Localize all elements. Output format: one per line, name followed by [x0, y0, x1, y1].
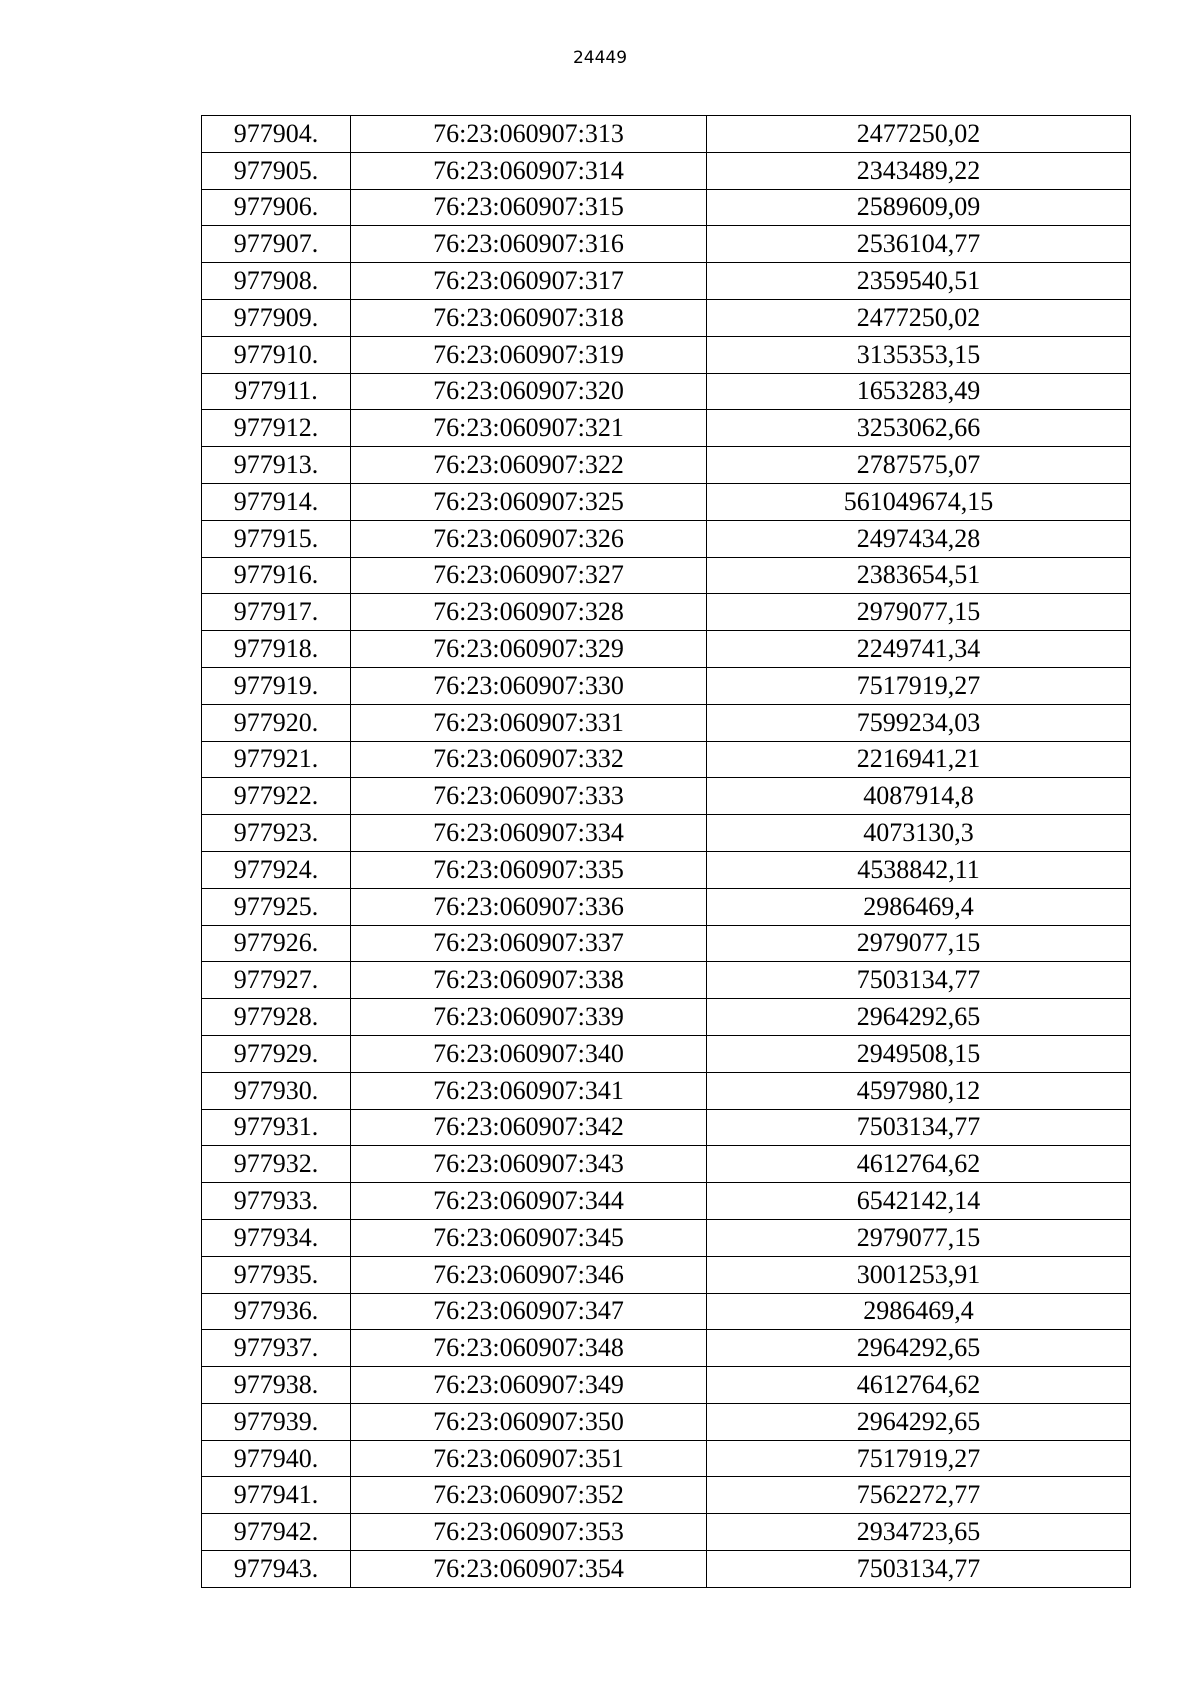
row-number-cell: 977925.: [202, 888, 351, 925]
row-number-cell: 977909.: [202, 299, 351, 336]
page-number: 24449: [572, 48, 628, 68]
table-row: [202, 189, 1131, 226]
cadastral-number-cell: 76:23:060907:346: [351, 1256, 707, 1293]
cadastral-number-cell: 76:23:060907:326: [351, 520, 707, 557]
value-cell: 1653283,49: [707, 373, 1131, 410]
table-row: [202, 116, 1131, 153]
cadastral-number-cell: 76:23:060907:349: [351, 1367, 707, 1404]
row-number-cell: 977906.: [202, 189, 351, 226]
cadastral-number-cell: 76:23:060907:331: [351, 704, 707, 741]
cadastral-number-cell: 76:23:060907:350: [351, 1403, 707, 1440]
row-number-cell: 977918.: [202, 631, 351, 668]
value-cell: 2979077,15: [707, 594, 1131, 631]
cadastral-number-cell: 76:23:060907:334: [351, 815, 707, 852]
row-number-cell: 977933.: [202, 1183, 351, 1220]
value-cell: 7503134,77: [707, 1109, 1131, 1146]
data-table: [201, 115, 1131, 1588]
cadastral-number-cell: 76:23:060907:342: [351, 1109, 707, 1146]
cadastral-number-cell: 76:23:060907:337: [351, 925, 707, 962]
row-number-cell: 977922.: [202, 778, 351, 815]
cadastral-number-cell: 76:23:060907:354: [351, 1551, 707, 1588]
cadastral-number-cell: 76:23:060907:332: [351, 741, 707, 778]
cadastral-number-cell: 76:23:060907:315: [351, 189, 707, 226]
cadastral-number-cell: 76:23:060907:338: [351, 962, 707, 999]
cadastral-number-cell: 76:23:060907:353: [351, 1514, 707, 1551]
value-cell: 2477250,02: [707, 299, 1131, 336]
value-cell: 2934723,65: [707, 1514, 1131, 1551]
table-row: [202, 410, 1131, 447]
value-cell: 6542142,14: [707, 1183, 1131, 1220]
cadastral-number-cell: 76:23:060907:345: [351, 1219, 707, 1256]
value-cell: 561049674,15: [707, 483, 1131, 520]
row-number-cell: 977917.: [202, 594, 351, 631]
value-cell: 7599234,03: [707, 704, 1131, 741]
cadastral-number-cell: 76:23:060907:351: [351, 1440, 707, 1477]
value-cell: 7503134,77: [707, 962, 1131, 999]
cadastral-number-cell: 76:23:060907:327: [351, 557, 707, 594]
value-cell: 2949508,15: [707, 1035, 1131, 1072]
table-row: [202, 373, 1131, 410]
table-row: [202, 1072, 1131, 1109]
cadastral-number-cell: 76:23:060907:321: [351, 410, 707, 447]
table-row: [202, 1367, 1131, 1404]
row-number-cell: 977941.: [202, 1477, 351, 1514]
cadastral-number-cell: 76:23:060907:348: [351, 1330, 707, 1367]
value-cell: 7562272,77: [707, 1477, 1131, 1514]
value-cell: 3001253,91: [707, 1256, 1131, 1293]
row-number-cell: 977919.: [202, 667, 351, 704]
row-number-cell: 977915.: [202, 520, 351, 557]
row-number-cell: 977924.: [202, 851, 351, 888]
cadastral-number-cell: 76:23:060907:343: [351, 1146, 707, 1183]
table-row: [202, 1514, 1131, 1551]
row-number-cell: 977908.: [202, 263, 351, 300]
value-cell: 4073130,3: [707, 815, 1131, 852]
cadastral-number-cell: 76:23:060907:333: [351, 778, 707, 815]
value-cell: 2964292,65: [707, 1330, 1131, 1367]
cadastral-number-cell: 76:23:060907:320: [351, 373, 707, 410]
cadastral-number-cell: 76:23:060907:317: [351, 263, 707, 300]
row-number-cell: 977937.: [202, 1330, 351, 1367]
table-row: [202, 1330, 1131, 1367]
value-cell: 2964292,65: [707, 999, 1131, 1036]
cadastral-number-cell: 76:23:060907:330: [351, 667, 707, 704]
cadastral-number-cell: 76:23:060907:340: [351, 1035, 707, 1072]
row-number-cell: 977907.: [202, 226, 351, 263]
table-row: [202, 594, 1131, 631]
table-row: [202, 815, 1131, 852]
table-row: [202, 263, 1131, 300]
cadastral-number-cell: 76:23:060907:341: [351, 1072, 707, 1109]
value-cell: 3253062,66: [707, 410, 1131, 447]
value-cell: 2249741,34: [707, 631, 1131, 668]
row-number-cell: 977936.: [202, 1293, 351, 1330]
cadastral-number-cell: 76:23:060907:318: [351, 299, 707, 336]
table-row: [202, 1109, 1131, 1146]
table-row: [202, 1256, 1131, 1293]
table-row: [202, 1477, 1131, 1514]
value-cell: 7503134,77: [707, 1551, 1131, 1588]
table-row: [202, 1293, 1131, 1330]
table-row: [202, 1219, 1131, 1256]
table-row: [202, 1403, 1131, 1440]
value-cell: 7517919,27: [707, 1440, 1131, 1477]
row-number-cell: 977913.: [202, 447, 351, 484]
value-cell: 7517919,27: [707, 667, 1131, 704]
value-cell: 3135353,15: [707, 336, 1131, 373]
cadastral-number-cell: 76:23:060907:322: [351, 447, 707, 484]
value-cell: 2986469,4: [707, 888, 1131, 925]
table-row: [202, 226, 1131, 263]
row-number-cell: 977930.: [202, 1072, 351, 1109]
row-number-cell: 977905.: [202, 152, 351, 189]
table-row: [202, 1440, 1131, 1477]
row-number-cell: 977926.: [202, 925, 351, 962]
table-row: [202, 778, 1131, 815]
row-number-cell: 977923.: [202, 815, 351, 852]
cadastral-number-cell: 76:23:060907:316: [351, 226, 707, 263]
table-row: [202, 999, 1131, 1036]
row-number-cell: 977932.: [202, 1146, 351, 1183]
table-row: [202, 1035, 1131, 1072]
row-number-cell: 977943.: [202, 1551, 351, 1588]
row-number-cell: 977921.: [202, 741, 351, 778]
value-cell: 2589609,09: [707, 189, 1131, 226]
row-number-cell: 977934.: [202, 1219, 351, 1256]
row-number-cell: 977920.: [202, 704, 351, 741]
cadastral-number-cell: 76:23:060907:339: [351, 999, 707, 1036]
value-cell: 2359540,51: [707, 263, 1131, 300]
value-cell: 2343489,22: [707, 152, 1131, 189]
value-cell: 4597980,12: [707, 1072, 1131, 1109]
cadastral-number-cell: 76:23:060907:328: [351, 594, 707, 631]
table-row: [202, 299, 1131, 336]
value-cell: 2536104,77: [707, 226, 1131, 263]
cadastral-number-cell: 76:23:060907:329: [351, 631, 707, 668]
cadastral-number-cell: 76:23:060907:335: [351, 851, 707, 888]
table-row: [202, 851, 1131, 888]
value-cell: 2383654,51: [707, 557, 1131, 594]
row-number-cell: 977904.: [202, 116, 351, 153]
cadastral-number-cell: 76:23:060907:352: [351, 1477, 707, 1514]
row-number-cell: 977938.: [202, 1367, 351, 1404]
row-number-cell: 977940.: [202, 1440, 351, 1477]
table-row: [202, 447, 1131, 484]
row-number-cell: 977927.: [202, 962, 351, 999]
table-row: [202, 336, 1131, 373]
table-row: [202, 741, 1131, 778]
table-row: [202, 1146, 1131, 1183]
value-cell: 2477250,02: [707, 116, 1131, 153]
table-row: [202, 483, 1131, 520]
table-row: [202, 631, 1131, 668]
row-number-cell: 977935.: [202, 1256, 351, 1293]
value-cell: 4612764,62: [707, 1146, 1131, 1183]
value-cell: 2964292,65: [707, 1403, 1131, 1440]
row-number-cell: 977928.: [202, 999, 351, 1036]
table-row: [202, 152, 1131, 189]
row-number-cell: 977942.: [202, 1514, 351, 1551]
table-row: [202, 557, 1131, 594]
cadastral-number-cell: 76:23:060907:313: [351, 116, 707, 153]
value-cell: 2216941,21: [707, 741, 1131, 778]
value-cell: 4612764,62: [707, 1367, 1131, 1404]
value-cell: 2497434,28: [707, 520, 1131, 557]
row-number-cell: 977912.: [202, 410, 351, 447]
row-number-cell: 977914.: [202, 483, 351, 520]
cadastral-number-cell: 76:23:060907:325: [351, 483, 707, 520]
cadastral-number-cell: 76:23:060907:314: [351, 152, 707, 189]
table-row: [202, 888, 1131, 925]
table-row: [202, 962, 1131, 999]
table-body: [202, 116, 1131, 1588]
value-cell: 2979077,15: [707, 925, 1131, 962]
value-cell: 2979077,15: [707, 1219, 1131, 1256]
cadastral-number-cell: 76:23:060907:336: [351, 888, 707, 925]
cadastral-number-cell: 76:23:060907:319: [351, 336, 707, 373]
row-number-cell: 977939.: [202, 1403, 351, 1440]
table-row: [202, 704, 1131, 741]
table-row: [202, 667, 1131, 704]
table-row: [202, 925, 1131, 962]
cadastral-number-cell: 76:23:060907:344: [351, 1183, 707, 1220]
row-number-cell: 977931.: [202, 1109, 351, 1146]
value-cell: 2986469,4: [707, 1293, 1131, 1330]
value-cell: 4087914,8: [707, 778, 1131, 815]
row-number-cell: 977929.: [202, 1035, 351, 1072]
row-number-cell: 977911.: [202, 373, 351, 410]
row-number-cell: 977910.: [202, 336, 351, 373]
value-cell: 2787575,07: [707, 447, 1131, 484]
cadastral-number-cell: 76:23:060907:347: [351, 1293, 707, 1330]
value-cell: 4538842,11: [707, 851, 1131, 888]
table-row: [202, 1183, 1131, 1220]
table-row: [202, 1551, 1131, 1588]
table-row: [202, 520, 1131, 557]
row-number-cell: 977916.: [202, 557, 351, 594]
